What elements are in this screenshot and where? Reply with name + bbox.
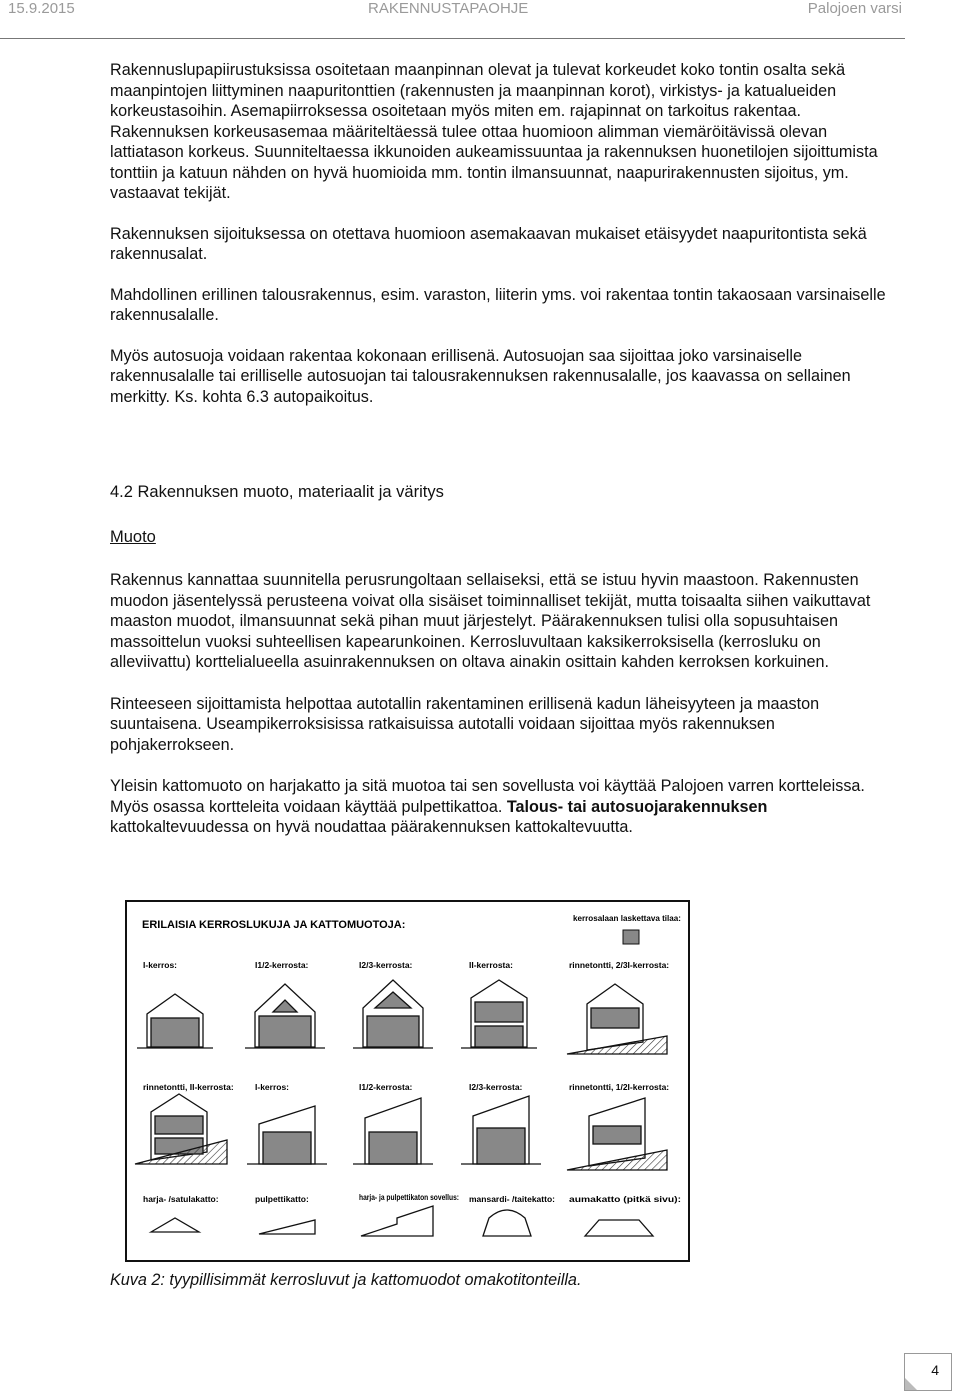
page-header: [0, 0, 960, 30]
row1-label-2: I1/2-kerrosta:: [255, 960, 309, 970]
row1-label-4: II-kerrosta:: [469, 960, 513, 970]
figure-caption: Kuva 2: tyypillisimmät kerrosluvut ja kattomuodot omakotitonteilla.: [110, 1271, 582, 1289]
floor-area-2: [259, 1016, 311, 1047]
roof-text-end: kattokaltevuudessa on hyvä noudattaa päärakennuksen kattokaltevuutta.: [110, 818, 633, 836]
header-date: 15.9.2015: [8, 0, 75, 17]
header-title: RAKENNUSTAPAOHJE: [368, 0, 529, 17]
body-text-top: [110, 60, 900, 427]
legend-label-line: kerrosalaan laskettava tilaa:: [573, 913, 682, 923]
paragraph-carport: Myös autosuoja voidaan rakentaa kokonaan erillisenä. Autosuojan saa sijoittaa joko varsinaiselle rakennusalalle tai erilliselle autosuojan tai talousrakennuksen rakennusalalle, jos kaavassa on sellainen merkitty. Ks. kohta 6.3 autopaikoitus.: [110, 346, 851, 406]
row2-label-2: I-kerros:: [255, 1082, 290, 1092]
row3-label-2: pulpettikatto:: [255, 1194, 309, 1204]
figure-drawing: [127, 902, 688, 1260]
row3-label-5: aumakatto (pitkä sivu):: [569, 1194, 682, 1204]
header-divider: [0, 38, 905, 39]
section-title: 4.2 Rakennuksen muoto, materiaalit ja väritys: [110, 483, 444, 501]
paragraph-slope: Rinteeseen sijoittamista helpottaa autotallin rakentaminen erillisenä kadun läheisyyteen ja maaston suuntaisena. Useampikerroksisissa ratkaisuissa autotalli voidaan sijoittaa myös rakennuksen pohjakerrokseen.: [110, 694, 820, 754]
row2-label-4: I2/3-kerrosta:: [469, 1082, 523, 1092]
floor-area-1: [151, 1018, 199, 1047]
figure-storeys-and-roofs: [125, 900, 690, 1262]
figure-title: ERILAISIA KERROSLUKUJA JA KATTOMUOTOJA:: [142, 919, 406, 931]
paragraph-elevations: Rakennuslupapiirustuksissa osoitetaan maanpinnan olevat ja tulevat korkeudet koko tontin osalta sekä maanpintojen liittyminen naapuritonttien (rakennusten ja maanpinnan korot), virkistys- ja katualueiden korkeustasoihin. Asemapiirroksessa osoitetaan myös miten em. rajapinnat on tarkoitus rakentaa. Rakennuksen korkeusasemaa määriteltäessä tulee ottaa huomioon alimman viemäröitävissä olevan lattiatason korkeus. Suunniteltaessa ikkunoiden aukeamissuuntaa ja rakennuksen huonetilojen sijoittumista tonttiin ja katuun nähden on hyvä huomioida mm. tontin ilmansuunnat, naapurirakennusten sijoitus, ym. vastaavat tekijät.: [110, 61, 878, 202]
floor-area-9: [477, 1128, 525, 1164]
row2-label-3: I1/2-kerrosta:: [359, 1082, 413, 1092]
floor-area-4a: [475, 1002, 523, 1022]
floor-area-3: [367, 1016, 419, 1047]
floor-area-8: [369, 1132, 417, 1164]
paragraph-roof: [110, 776, 900, 838]
row2-drawings: [135, 1094, 667, 1170]
page-corner-icon: [905, 1378, 917, 1390]
row3-label-4: mansardi- /taitekatto:: [469, 1194, 555, 1204]
subheading-muoto: Muoto: [110, 528, 156, 546]
floor-area-4b: [475, 1026, 523, 1047]
roof-text-bold: Talous- tai autosuojarakennuksen: [506, 797, 768, 816]
paragraph-placement: Rakennuksen sijoituksessa on otettava huomioon asemakaavan mukaiset etäisyydet naapuritontista sekä rakennusalat.: [110, 224, 867, 263]
mono-pitch-roof: [259, 1220, 315, 1234]
combined-roof: [361, 1206, 433, 1236]
legend-swatch: [623, 930, 639, 944]
row1-label-1: I-kerros:: [143, 960, 178, 970]
row3-roofs: [151, 1206, 653, 1236]
row3-label-3: harja- ja pulpettikaton sovellus:: [359, 1192, 460, 1202]
body-text-bottom: [110, 570, 900, 859]
row1-label-3: I2/3-kerrosta:: [359, 960, 413, 970]
mansard-roof: [483, 1210, 531, 1236]
row3-label-1: harja- /satulakatto:: [143, 1194, 219, 1204]
floor-area-7: [263, 1132, 311, 1164]
row2-label-5: rinnetontti, 1/2I-kerrosta:: [569, 1082, 670, 1092]
floor-area-6a: [155, 1116, 203, 1134]
paragraph-outbuilding: Mahdollinen erillinen talousrakennus, esim. varaston, liiterin yms. voi rakentaa tontin takaosaan varsinaiselle rakennusalalle.: [110, 285, 886, 324]
hip-roof: [585, 1220, 653, 1236]
floor-area-5: [591, 1008, 639, 1028]
roof-text-start: Yleisin kattomuoto on harjakatto ja sitä muotoa tai sen sovellusta voi käyttää Palojoen varren kortteleissa. Myös osassa kortteleita voidaan käyttää pulpettikattoa.: [110, 777, 865, 816]
row1-label-5: rinnetontti, 2/3I-kerrosta:: [569, 960, 670, 970]
page-number: 4: [931, 1362, 939, 1378]
header-area: Palojoen varsi: [807, 0, 902, 17]
row1-drawings: [137, 980, 667, 1054]
paragraph-form: Rakennus kannattaa suunnitella perusrungoltaan sellaiseksi, että se istuu hyvin maastoon. Rakennusten muodon jäsentelyssä perusteena voivat olla sisäiset toiminnalliset tekijät, mutta toisaalta siihen vaikuttavat maaston muodot, ilmansuunnat sekä pihan muut järjestelyt. Päärakennuksen tulisi olla sopusuhtaisen massoittelun vuoksi suhteellisen kapearunkoinen. Kerrosluvultaan kaksikerroksisella (kerrosluku on alleviivattu) korttelialueella asuinrakennuksen on oltava ainakin osittain kahden kerroksen korkuinen.: [110, 571, 871, 671]
floor-area-10: [593, 1126, 641, 1144]
page-number-box: [904, 1353, 952, 1391]
row2-label-1: rinnetontti, II-kerrosta:: [143, 1082, 234, 1092]
gable-roof: [151, 1218, 199, 1232]
